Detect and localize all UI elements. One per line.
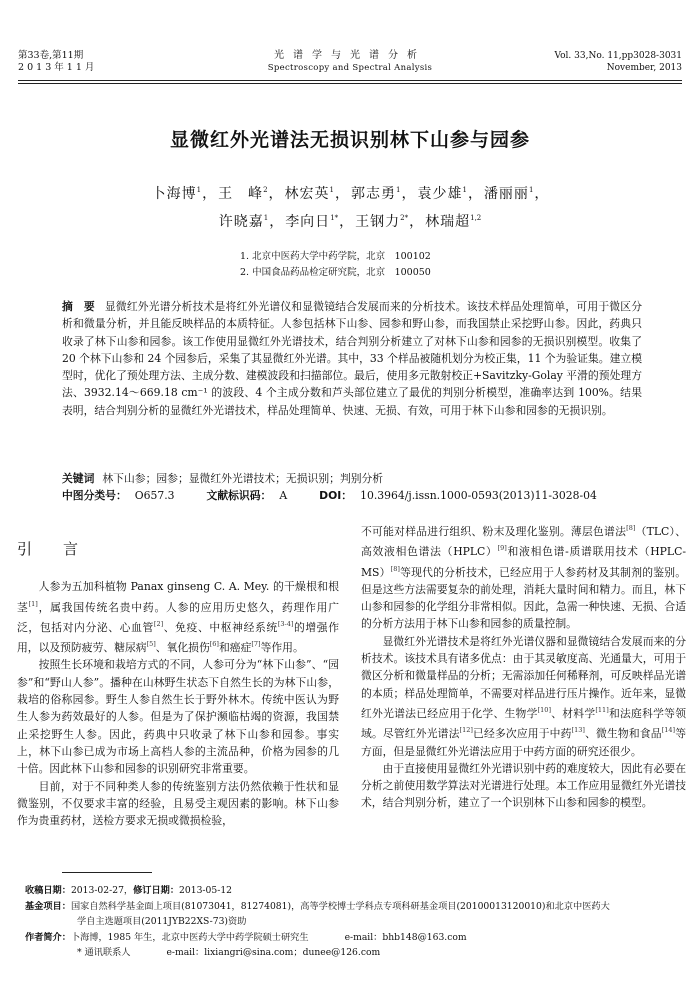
paragraph-text: 、免疫、中枢神经系统 bbox=[163, 620, 278, 634]
citation-ref: [8] bbox=[626, 524, 636, 532]
keywords-label: 关键词 bbox=[62, 472, 95, 485]
affiliation-marker: 2* bbox=[400, 214, 409, 222]
paragraph-text: 已经多次应用于中药 bbox=[472, 727, 572, 741]
paragraph-text: 等方面，但是显微红外光谱法应用于中药方面的研究还很少。 bbox=[361, 727, 687, 758]
citation-ref: [11] bbox=[595, 705, 609, 714]
affiliation-marker: 1* bbox=[330, 214, 339, 222]
corresponding-email: e-mail：lixiangri@sina.com；dunee@126.com bbox=[166, 947, 381, 959]
paragraph-text: （TLC）、高效液相色谱法（HPLC） bbox=[361, 525, 687, 559]
citation-ref: [5] bbox=[146, 640, 156, 649]
abstract bbox=[62, 298, 642, 419]
author-name: 郭志勇$^1$ bbox=[351, 186, 401, 202]
volume-pages bbox=[554, 50, 682, 74]
header-rule bbox=[18, 80, 682, 81]
footnotes bbox=[25, 883, 685, 961]
citation-ref: [13] bbox=[571, 726, 585, 735]
affiliation-2: 2. 中国食品药品检定研究院，北京 100050 bbox=[240, 267, 431, 278]
citation-ref: [6] bbox=[209, 640, 219, 649]
affiliation-marker: 1 bbox=[528, 186, 534, 194]
affiliation-marker: 1 bbox=[263, 214, 269, 222]
author-bio-label: 作者简介： bbox=[25, 931, 71, 943]
issue-date: 2 0 1 3 年 1 1 月 bbox=[18, 62, 95, 73]
affiliation-marker: 1,2 bbox=[470, 214, 482, 222]
corresponding-label: * 通讯联系人 bbox=[77, 947, 131, 959]
affiliation-marker: 1 bbox=[396, 186, 401, 194]
citation-ref: [2] bbox=[153, 619, 164, 628]
volume-issue: 第33卷,第11期 bbox=[18, 50, 84, 61]
author-line-2: 许晓嘉$^1$，李向日$^{1*}$，王钢力$^{2*}$，林瑞超$^{1,2}$ bbox=[218, 214, 482, 230]
doc-code-label: 文献标识码： bbox=[206, 489, 272, 502]
author-line-1: 卜海博$^1$，王 峰$^2$，林宏英$^1$，郭志勇$^1$，袁少雄$^1$，潘丽丽$^1$， bbox=[151, 186, 550, 202]
journal-name-en: Spectroscopy and Spectral Analysis bbox=[267, 63, 433, 73]
author-name: 袁少雄$^1$ bbox=[417, 186, 467, 202]
clc-value: O657.3 bbox=[134, 489, 175, 502]
author-list bbox=[0, 178, 700, 234]
doc-code-value: A bbox=[279, 489, 288, 502]
citation-ref: [12] bbox=[459, 726, 473, 735]
author-name: 卜海博$^1$ bbox=[151, 186, 202, 202]
citation-ref: [14] bbox=[661, 726, 676, 735]
affiliations bbox=[240, 249, 431, 281]
citation-ref: [8] bbox=[390, 564, 400, 573]
issue-month: November, 2013 bbox=[606, 63, 682, 73]
header-rule-thin bbox=[18, 83, 682, 84]
fund-label: 基金项目： bbox=[25, 900, 71, 912]
intro-paragraph-2: 按照生长环境和栽培方式的不同，人参可分为“林下山参”、“园参”和“野山人参”。播种在山林野生状态下自然生长的为林下山参，栽培的俗称园参。野生人参自然生长于野外林木。传统中医认为野生人参为药效最好的人参。但是为了保护濒临枯竭的资源，我国禁止采挖野生人参。因此，药典中只收录了林下山参和园参。事实上，林下山参已成为市场上高档人参的主流品种，价格为园参的几十倍。因此林下山参和园参的识别研究非常重要。 bbox=[17, 658, 339, 776]
running-header bbox=[18, 50, 682, 80]
paragraph-text: 的增强作用，以及预防疲劳、糖尿病 bbox=[17, 620, 340, 655]
paragraph-text: 不可能对样品进行组织、粉末及理化鉴别。薄层色谱法 bbox=[361, 525, 627, 538]
footnote-rule bbox=[62, 872, 152, 873]
paragraph-text: 等作用。 bbox=[260, 641, 304, 655]
intro-paragraph-3-continued bbox=[361, 520, 686, 633]
clc-label: 中图分类号： bbox=[62, 489, 127, 502]
revised-label: 修订日期： bbox=[133, 885, 180, 896]
citation-ref: [1] bbox=[28, 599, 38, 608]
received-label: 收稿日期： bbox=[25, 885, 71, 896]
paragraph-text: 、微生物和食品 bbox=[584, 727, 662, 741]
received-date: 2013-02-27， bbox=[70, 885, 134, 896]
fund-text: 国家自然科学基金面上项目(81073041，81274081)，高等学校博士学科点专项科研基金项目(20100013120010)和北京中医药大 bbox=[70, 900, 610, 912]
intro-paragraph-4 bbox=[361, 633, 686, 760]
author-bio-line bbox=[25, 930, 685, 946]
paragraph-text: 、材料学 bbox=[550, 706, 596, 720]
citation-ref: [7] bbox=[251, 640, 261, 649]
author-name: 潘丽丽$^1$ bbox=[483, 186, 534, 202]
author-name: 王 峰$^2$ bbox=[218, 186, 268, 202]
abstract-text: 显微红外光谱分析技术是将红外光谱仪和显微镜结合发展而来的分析技术。该技术样品处理简单，可用于微区分析和微量分析，并且能反映样品的本质特征。人参包括林下山参、园参和野山参，而我国禁止采挖野山参。因此，药典只收录了林下山参和园参。该工作使用显微红外光谱技术，结合判别分析建立了对林下山参和园参的无损识别模型。收集了 20 个林下山参和 24 个园参后，采集了其显微红外光谱。其中，33 个样品被随机划分为校正集，11 个为验证集。建立模型时，优化了预处理方法、主成分数、建模波段和扫描部位。最后，使用多元散射校正+Savitzky-Golay 平滑的预处理方法、3932.14～669.18 cm⁻¹ 的波段、4 个主成分数和芦头部位建立了最优的判别分析模型，准确率达到 100%。结果表明，结合判别分析的显微红外光谱技术，样品处理简单、快速、无损、有效，可用于林下山参和园参的无损识别。 bbox=[62, 300, 643, 417]
author-name: 林宏英$^1$ bbox=[284, 186, 334, 202]
paragraph-text: 和癌症 bbox=[218, 641, 252, 655]
paragraph-text: 等现代的分析技术，已经应用于人参药材及其制剂的鉴别。但是这些方法需要复杂的前处理，消耗大量时间和精力。而且，林下山参和园参的化学组分非常相似。因此，急需一种快速、无损、合适的分析方法用于林下山参和园参的质量控制。 bbox=[361, 565, 687, 631]
doi-label: DOI： bbox=[319, 489, 353, 502]
author-name: 许晓嘉$^1$ bbox=[218, 214, 269, 230]
citation-ref: [3-4] bbox=[277, 619, 294, 628]
doi-value: 10.3964/j.issn.1000-0593(2013)11-3028-04 bbox=[360, 489, 597, 502]
citation-ref: [10] bbox=[537, 705, 551, 714]
affiliation-1: 1. 北京中医药大学中药学院，北京 100102 bbox=[240, 251, 431, 262]
paragraph-text: 和法庭科学等领域。尽管红外光谱法 bbox=[361, 706, 687, 741]
intro-paragraph-5: 由于直接使用显微红外光谱识别中药的难度较大，因此有必要在分析之前使用数学算法对光谱进行处理。本工作应用显微红外光谱技术，结合判别分析，建立了一个识别林下山参和园参的模型。 bbox=[361, 761, 686, 810]
abstract-label: 摘 要 bbox=[62, 300, 95, 313]
corresponding-line bbox=[25, 945, 685, 961]
paragraph-text: ，属我国传统名贵中药。人参的应用历史悠久，药理作用广泛，包括对内分泌、心血管 bbox=[17, 600, 340, 634]
paragraph-text: 、氧化损伤 bbox=[155, 641, 210, 655]
section-heading-introduction: 引 言 bbox=[17, 540, 87, 558]
paper-title: 显微红外光谱法无损识别林下山参与园参 bbox=[169, 129, 530, 151]
journal-name-cn: 光谱学与光谱分析 bbox=[274, 50, 426, 61]
author-name: 王钢力$^{2*}$ bbox=[355, 214, 409, 230]
fund-text-continued: 学自主选题项目(2011JYB22XS-73)资助 bbox=[77, 916, 247, 928]
intro-paragraph-3: 目前，对于不同种类人参的传统鉴别方法仍然依赖于性状和显微鉴别，不仅要求丰富的经验，且易受主观因素的影响。林下山参作为贵重药材，送检方要求无损或微损检验， bbox=[17, 779, 339, 828]
left-column bbox=[17, 537, 339, 829]
paragraph-text: 显微红外光谱技术是将红外光谱仪器和显微镜结合发展而来的分析技术。该技术具有诸多优点：由于其灵敏度高、光通量大，可用于微区分析和微量样品的分析；无需添加任何稀释剂，可反映样品光谱的本质；样品处理简单，不需要对样品进行压片操作。近年来，显微红外光谱法已经应用于化学、生物学 bbox=[361, 634, 686, 720]
right-column bbox=[361, 520, 686, 812]
author-name: 李向日$^{1*}$ bbox=[285, 214, 339, 230]
paragraph-text: 和液相色谱-质谱联用技术（HPLC-MS） bbox=[361, 545, 686, 579]
affiliation-marker: 2 bbox=[263, 186, 268, 194]
volume-pages-line: Vol. 33,No. 11,pp3028-3031 bbox=[554, 51, 682, 61]
keywords-block bbox=[62, 470, 642, 504]
revised-date: 2013-05-12 bbox=[179, 885, 233, 896]
classification-row bbox=[62, 487, 642, 504]
dates-line bbox=[25, 883, 685, 899]
affiliation-marker: 1 bbox=[196, 186, 202, 194]
keywords-text: 林下山参；园参；显微红外光谱技术；无损识别；判别分析 bbox=[102, 472, 384, 485]
keywords bbox=[62, 470, 642, 487]
author-email: e-mail：bhb148@163.com bbox=[344, 931, 467, 943]
author-name: 林瑞超$^{1,2}$ bbox=[425, 214, 482, 230]
fund-line bbox=[25, 899, 685, 915]
author-bio-text: 卜海博，1985 年生，北京中医药大学中药学院硕士研究生 bbox=[70, 931, 309, 943]
intro-paragraph-1 bbox=[17, 578, 339, 656]
citation-ref: [9] bbox=[497, 544, 507, 553]
affiliation-marker: 1 bbox=[329, 186, 334, 194]
affiliation-marker: 1 bbox=[462, 186, 467, 194]
paragraph-text: 人参为五加科植物 Panax ginseng C. A. Mey. 的干燥根和根茎 bbox=[17, 580, 339, 614]
